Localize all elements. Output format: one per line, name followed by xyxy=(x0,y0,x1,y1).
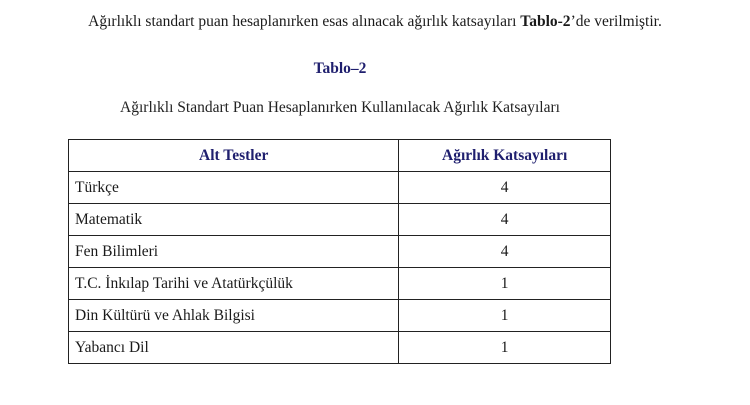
table-row xyxy=(69,268,611,300)
weight-value: 4 xyxy=(399,204,611,236)
subtest-name: Yabancı Dil xyxy=(69,332,399,364)
weight-value: 1 xyxy=(399,332,611,364)
intro-table-reference: Tablo-2 xyxy=(520,13,571,30)
table-row xyxy=(69,172,611,204)
subtest-name: Fen Bilimleri xyxy=(69,236,399,268)
weight-value: 4 xyxy=(399,172,611,204)
table-number: Tablo–2 xyxy=(313,60,367,77)
subtest-name: Türkçe xyxy=(69,172,399,204)
subtest-name: Matematik xyxy=(69,204,399,236)
table-row xyxy=(69,204,611,236)
table-row xyxy=(69,300,611,332)
header-subtests: Alt Testler xyxy=(69,140,399,172)
weight-coefficients-table xyxy=(68,139,611,364)
header-weight-coefficients: Ağırlık Katsayıları xyxy=(399,140,611,172)
table-row xyxy=(69,332,611,364)
weight-value: 1 xyxy=(399,300,611,332)
table-row xyxy=(69,236,611,268)
table-caption: Ağırlıklı Standart Puan Hesaplanırken Kullanılacak Ağırlık Katsayıları xyxy=(120,99,560,116)
weight-value: 4 xyxy=(399,236,611,268)
intro-text-before: Ağırlıklı standart puan hesaplanırken esas alınacak ağırlık katsayıları xyxy=(88,13,521,30)
intro-paragraph xyxy=(0,12,750,32)
subtest-name: T.C. İnkılap Tarihi ve Atatürkçülük xyxy=(69,268,399,300)
weight-value: 1 xyxy=(399,268,611,300)
table-header-row xyxy=(69,140,611,172)
subtest-name: Din Kültürü ve Ahlak Bilgisi xyxy=(69,300,399,332)
intro-text-after: ’de verilmiştir. xyxy=(570,13,662,30)
